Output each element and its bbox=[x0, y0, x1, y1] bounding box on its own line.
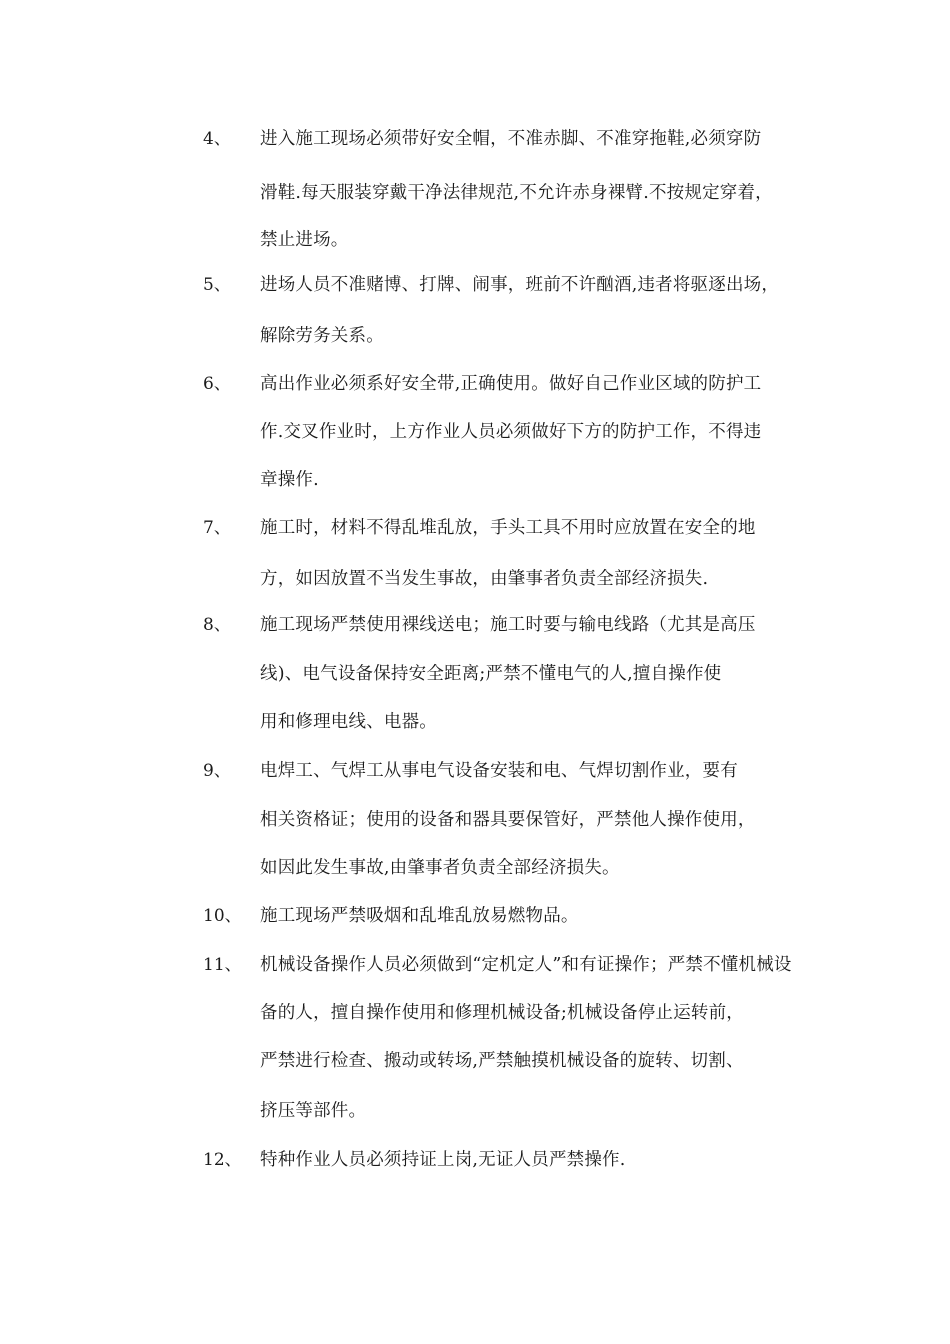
rule-text-line: 相关资格证；使用的设备和器具要保管好，严禁他人操作使用， bbox=[260, 810, 756, 830]
rule-text-line: 施工时，材料不得乱堆乱放，手头工具不用时应放置在安全的地 bbox=[260, 518, 756, 538]
rule-text-line: 高出作业必须系好安全带,正确使用。做好自己作业区域的防护工 bbox=[260, 374, 762, 394]
rule-number: 7、 bbox=[203, 518, 231, 538]
rule-text-line: 施工现场严禁吸烟和乱堆乱放易燃物品。 bbox=[260, 906, 579, 926]
rule-text-line: 备的人，擅自操作使用和修理机械设备;机械设备停止运转前， bbox=[260, 1003, 744, 1023]
rule-number: 6、 bbox=[203, 374, 231, 394]
rule-number: 10、 bbox=[203, 906, 242, 926]
rule-text-line: 特种作业人员必须持证上岗,无证人员严禁操作. bbox=[260, 1150, 626, 1170]
rule-number: 5、 bbox=[203, 275, 231, 295]
rule-text-line: 滑鞋.每天服装穿戴干净法律规范,不允许赤身裸臂.不按规定穿着， bbox=[260, 183, 773, 203]
rule-number: 8、 bbox=[203, 615, 231, 635]
rule-text-line: 解除劳务关系。 bbox=[260, 326, 384, 346]
rule-text-line: 线)、电气设备保持安全距离;严禁不懂电气的人,擅自操作使 bbox=[260, 664, 722, 684]
rule-text-line: 机械设备操作人员必须做到“定机定人”和有证操作；严禁不懂机械设 bbox=[260, 955, 792, 975]
rule-text-line: 挤压等部件。 bbox=[260, 1101, 367, 1121]
rule-number: 11、 bbox=[203, 955, 242, 975]
rule-text-line: 进场人员不准赌博、打牌、闹事，班前不许酗酒,违者将驱逐出场， bbox=[260, 275, 780, 295]
rule-number: 12、 bbox=[203, 1150, 242, 1170]
rule-text-line: 如因此发生事故,由肇事者负责全部经济损失。 bbox=[260, 858, 620, 878]
rule-text-line: 禁止进场。 bbox=[260, 230, 349, 250]
rule-text-line: 进入施工现场必须带好安全帽，不准赤脚、不准穿拖鞋,必须穿防 bbox=[260, 129, 762, 149]
rule-text-line: 电焊工、气焊工从事电气设备安装和电、气焊切割作业，要有 bbox=[260, 761, 738, 781]
rule-number: 9、 bbox=[203, 761, 231, 781]
rule-text-line: 方，如因放置不当发生事故，由肇事者负责全部经济损失. bbox=[260, 569, 709, 589]
rule-text-line: 用和修理电线、电器。 bbox=[260, 712, 437, 732]
rule-text-line: 章操作. bbox=[260, 470, 319, 490]
rule-text-line: 施工现场严禁使用裸线送电；施工时要与输电线路（尤其是高压 bbox=[260, 615, 756, 635]
rule-text-line: 严禁进行检查、搬动或转场,严禁触摸机械设备的旋转、切割、 bbox=[260, 1051, 744, 1071]
rule-number: 4、 bbox=[203, 129, 231, 149]
rule-text-line: 作.交叉作业时，上方作业人员必须做好下方的防护工作，不得违 bbox=[260, 422, 762, 442]
